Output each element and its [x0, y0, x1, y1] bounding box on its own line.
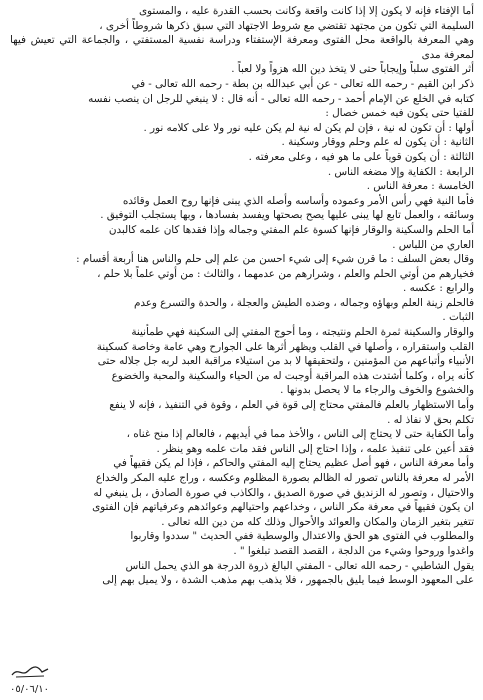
text-line: أثر الفتوى سلباً وإيجاباً حتى لا يتخذ دين الله هزواً ولا لعباً .: [231, 63, 474, 76]
text-line: وسائقه ، والعمل تابع لها يبنى عليها يصح بصحتها ويفسد بفسادها ، وبها يستجلب التوفيق .: [100, 209, 474, 222]
text-line: أولها : أن تكون له نية ، فإن لم يكن له نية لم يكن عليه نور ولا على كلامه نور .: [143, 121, 474, 134]
text-line: الثانية : أن يكون له علم وحلم ووقار وسكينة .: [281, 136, 474, 149]
text-line: الأمر له معرفة بالناس تصور له الظالم بصورة المظلوم وعكسه ، وراج عليه المكر والخداع: [95, 472, 474, 484]
text-line: فالحلم زينة العلم وبهاؤه وجماله ، وضده الطيش والعجلة ، والحدة والتسرع وعدم: [133, 296, 474, 309]
text-line: الأنبياء وأتباعهم من المؤمنين ، ولتحقيقها لا بد من استيلاء مراقبة العبد لربه جل جلاله حتى: [97, 355, 474, 368]
text-line: وأما الكفاية حتى لا يحتاج إلى الناس ، والأخذ مما في أيديهم ، فالعالم إذا منح غناه ،: [126, 428, 474, 441]
text-line: الرابعة : الكفاية وإلا مضغه الناس .: [327, 165, 474, 178]
text-line: ان يكون فقيهاً في معرفة مكر الناس ، وخداعهم واحتيالهم وعوائدهم وعرفياتهم فإن الفتوى: [92, 501, 474, 514]
text-line: كتابه في الخلع عن الإمام أحمد - رحمه الله تعالى - أنه قال : لا ينبغي للرجل ان ينصب نفسه: [88, 92, 474, 105]
text-line: فأما النية فهي رأس الأمر وعموده وأساسه وأصله الذي يبنى فإنها روح العمل وقائده: [122, 194, 474, 207]
text-line: وهي المعرفة بالواقعة محل الفتوى ومعرفة الإستفتاء ودراسة نفسية المستفتي ، والجماعة التي تعيش فيها لمعرفة مدى: [10, 34, 474, 61]
text-line: وقال بعض السلف : ما قرن شيء إلى شيء احسن من علم إلى حلم والناس هنا أربعة أقسام :: [76, 253, 474, 266]
page-date: ٠٥/٠٦/١٠: [10, 684, 49, 695]
text-line: للفتيا حتى يكون فيه خمس خصال :: [325, 107, 474, 120]
text-line: القلب واستقراره ، وأصلها في القلب ويظهر أثرها على الجوارح وهي عامة وخاصة كسكينة: [96, 340, 474, 353]
text-line: على المعهود الوسط فيما يليق بالجمهور ، فلا يذهب بهم مذهب الشدة ، ولا يميل بهم إلى: [102, 574, 474, 587]
text-line: الثبات .: [442, 311, 474, 324]
text-line: واغدوا وروحوا وشيء من الدلجة ، القصد القصد تبلغوا " .: [233, 544, 474, 557]
text-line: والوقار والسكينة ثمرة الحلم ونتيجته ، وما أحوج المفتي إلى السكينة فهي طمأنينة: [131, 326, 474, 339]
text-line: والاحتيال ، وتصور له الزنديق في صورة الصديق ، والكاذب في صورة الصادق ، بل ينبغي له: [93, 486, 474, 499]
text-line: والخشوع والخوف والرجاء ما لا يحصل بدونها .: [280, 384, 474, 397]
text-line: أما الإفتاء فإنه لا يكون إلا إذا كانت واقعة وكانت بحسب القدرة عليه ، والمستوى: [138, 5, 474, 17]
text-line: والرابع : عكسه .: [403, 282, 474, 295]
text-line: ذكر ابن القيم - رحمه الله تعالى - عن أبي عبدالله بن بطة - رحمه الله تعالى - في: [131, 77, 474, 90]
text-line: الخامسة : معرفة الناس .: [366, 180, 474, 193]
text-line: يقول الشاطبي - رحمه الله تعالى - المفتي البالغ ذروة الدرجة هو الذي يحمل الناس: [125, 559, 474, 572]
text-line: أما الحلم والسكينة والوقار فإنها كسوة علم المفتي وجماله وإذا فقدها كان علمه كالبدن: [108, 223, 474, 236]
text-line: والمطلوب في الفتوى هو الحق والاعتدال والوسطية ففي الحديث " سددوا وقاربوا: [130, 530, 474, 543]
document-body: [10, 4, 474, 588]
text-line: العاري من اللباس .: [392, 238, 474, 251]
text-line: كأنه يراه ، وكلما أشتدت هذه المراقبة أوجبت له من الحياء والسكينة والمحبة والخضوع: [111, 369, 474, 382]
text-line: وأما معرفة الناس ، فهو أصل عظيم يحتاج إليه المفتي والحاكم ، فإذا لم يكن فقيهاً في: [113, 457, 474, 470]
text-line: فقد أعين على تنفيذ علمه ، وإذا احتاج إلى الناس فقد مات علمه وهو ينظر .: [156, 442, 474, 455]
text-line: الثالثة : أن يكون قوياً على ما هو فيه ، وعلى معرفته .: [248, 150, 474, 163]
text-line: السليمة التي تكون من مجتهد تقتضي مع شروط الاجتهاد التي سبق ذكرها شروطاً أخرى ،: [99, 19, 474, 32]
signature-mark: [10, 663, 50, 679]
text-line: تكلم بحق لا نفاذ له .: [387, 413, 474, 426]
text-line: فخيارهم من أوتي الحلم والعلم ، وشرارهم من عدمهما ، والثالث : من أوتي علماً بلا حلم ،: [97, 267, 474, 280]
text-line: تتغير بتغير الزمان والمكان والعوائد والأحوال وذلك كله من دين الله تعالى .: [161, 515, 474, 528]
text-line: وأما الاستظهار بالعلم فالمفتي محتاج إلى قوة في العلم ، وقوة في التنفيذ ، فإنه لا ينفع: [109, 399, 474, 412]
